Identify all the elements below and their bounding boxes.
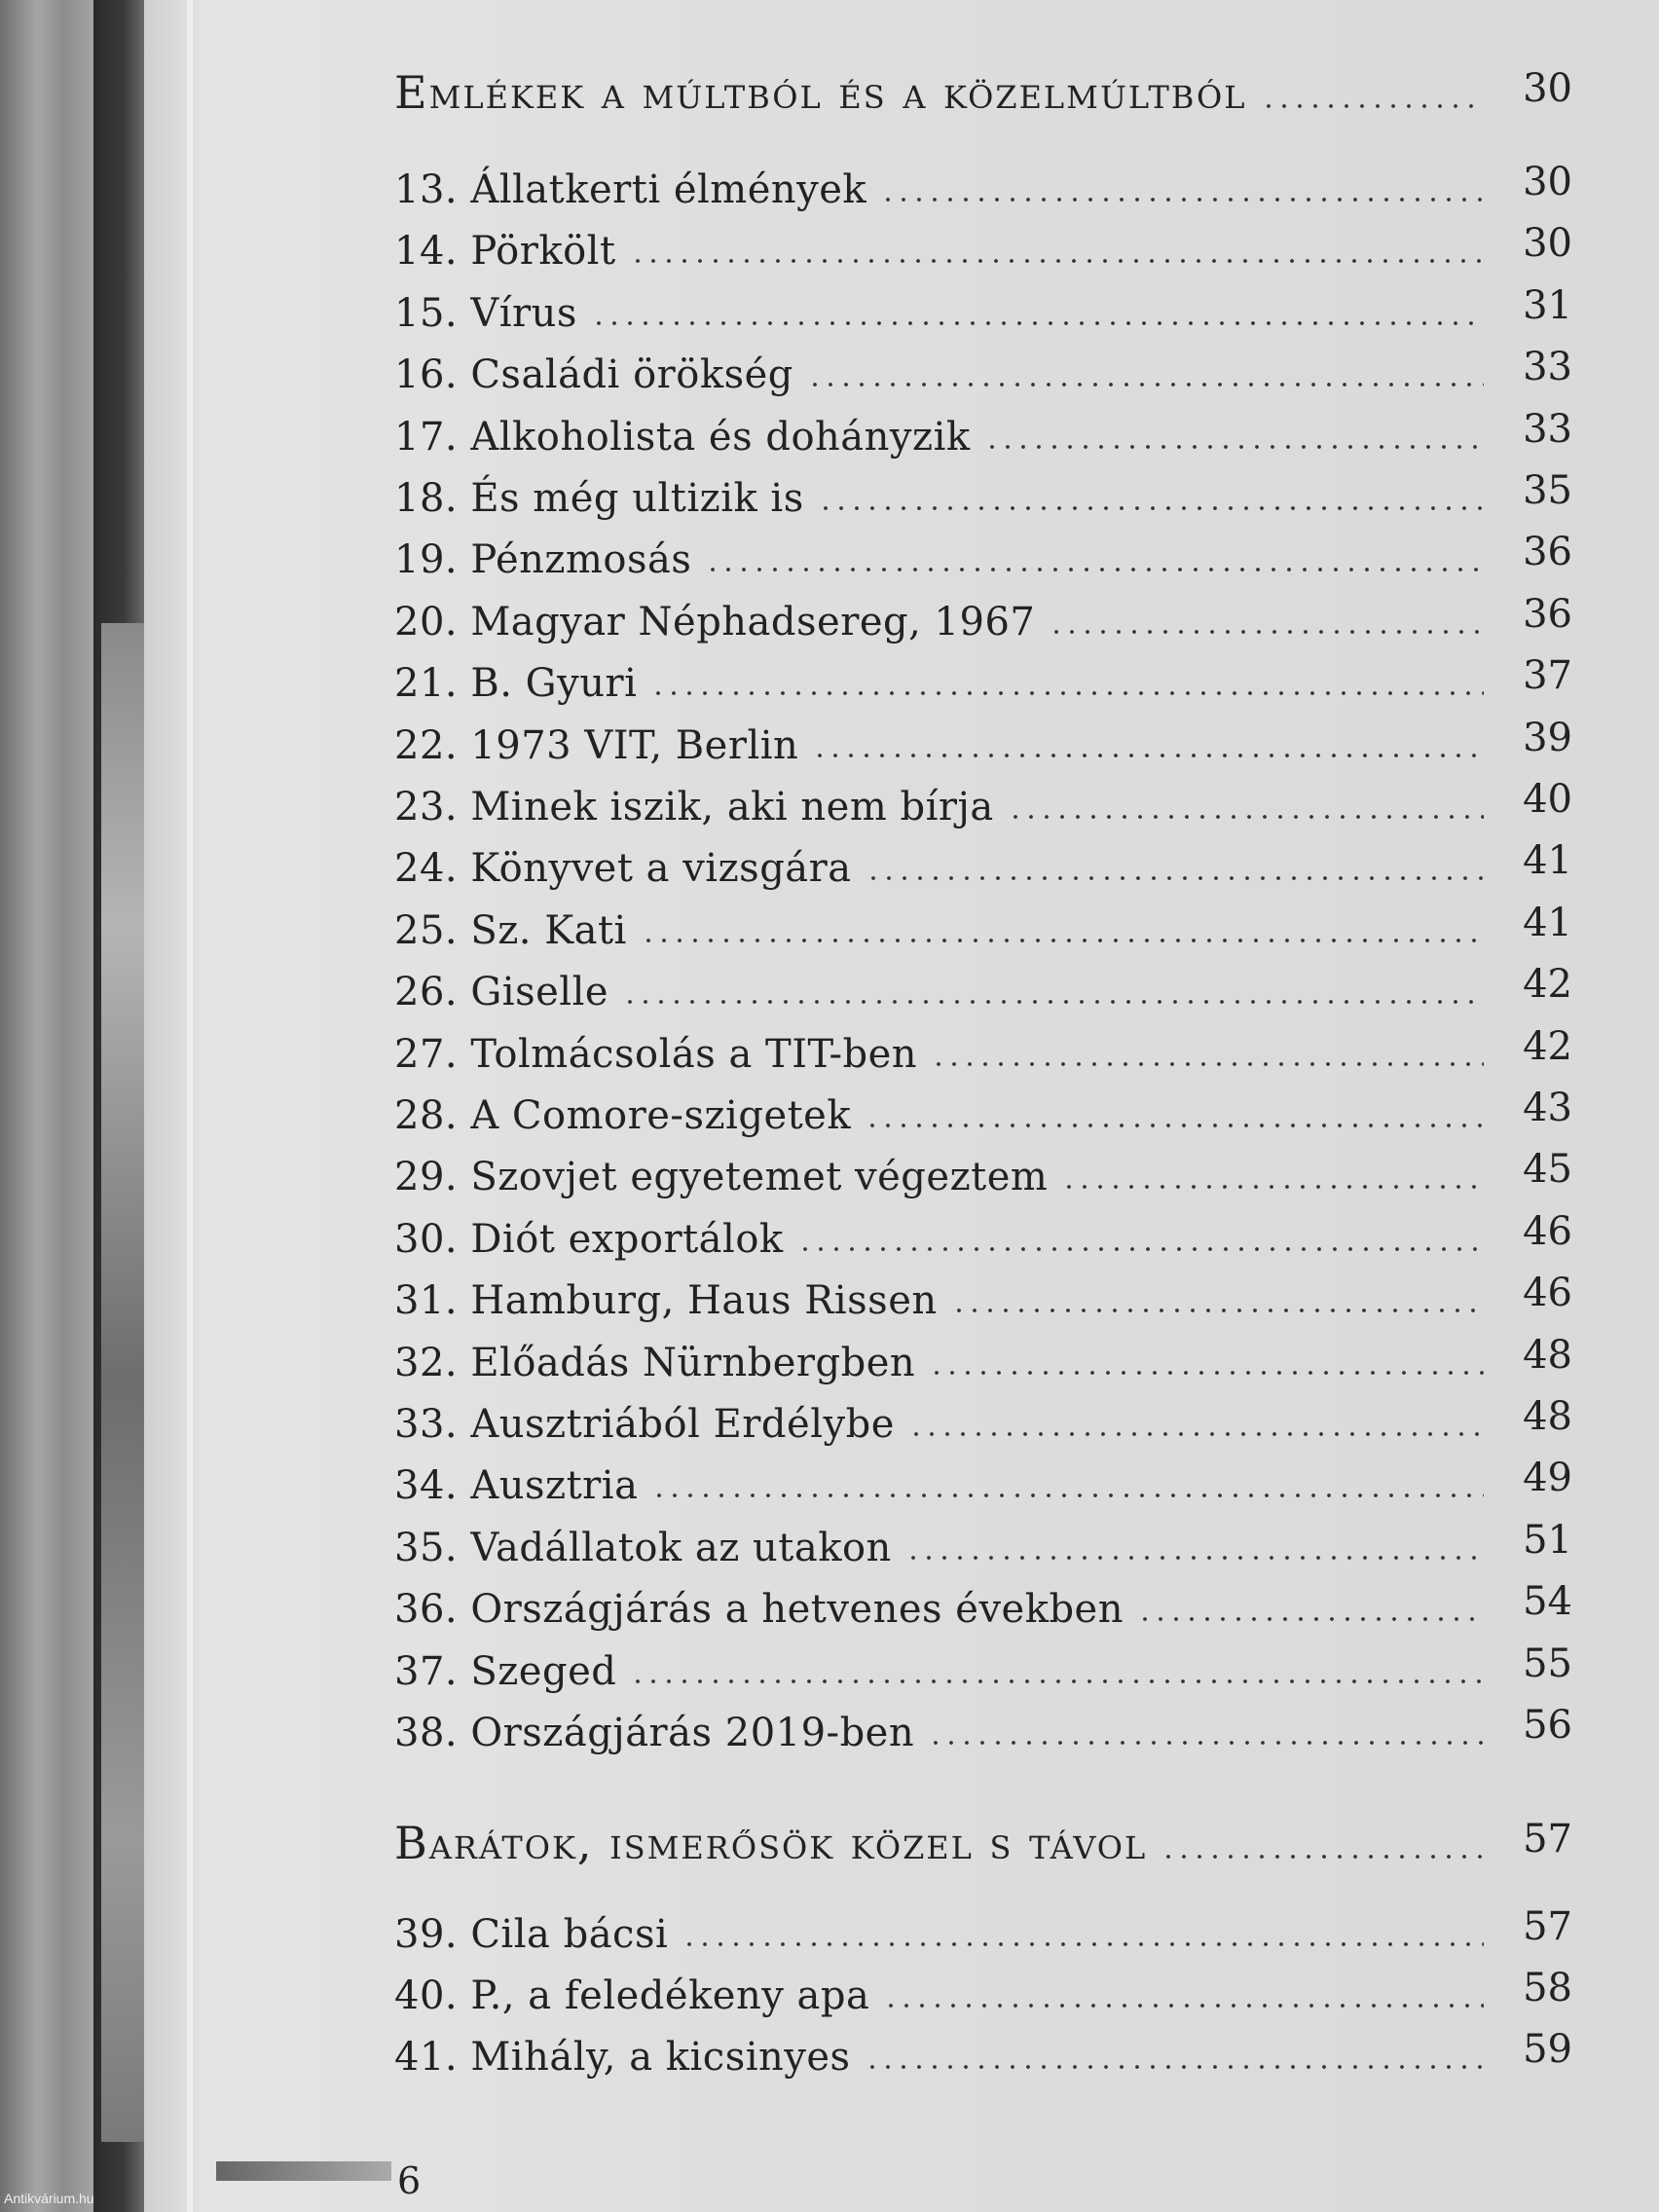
toc-entry <box>394 832 1572 891</box>
entry-title: 16. Családi örökség <box>394 352 793 397</box>
page-reference: 55 <box>1523 1641 1572 1686</box>
entry-title: 40. P., a feledékeny apa <box>394 1973 870 2018</box>
toc-entry <box>394 1203 1572 1262</box>
toc-entry <box>394 647 1572 706</box>
dot-leader <box>807 382 1484 387</box>
page-reference: 30 <box>1523 66 1572 111</box>
page-reference: 33 <box>1523 345 1572 389</box>
toc-section-heading <box>394 1811 1572 1869</box>
toc-entry <box>394 2021 1572 2080</box>
entry-title: 33. Ausztriából Erdélybe <box>394 1402 895 1447</box>
dot-leader <box>928 1740 1484 1746</box>
dot-leader <box>650 690 1484 696</box>
dot-leader <box>651 1493 1484 1498</box>
page-reference: 30 <box>1523 160 1572 204</box>
toc-entry <box>394 1636 1572 1694</box>
entry-title: 41. Mihály, a kicsinyes <box>394 2035 851 2080</box>
toc-entry <box>394 1512 1572 1570</box>
entry-title: 20. Magyar Néphadsereg, 1967 <box>394 600 1036 645</box>
dot-leader <box>1261 103 1484 109</box>
toc-entry <box>394 710 1572 768</box>
dot-leader <box>1137 1616 1484 1622</box>
toc-entry <box>394 1141 1572 1199</box>
toc-entry <box>394 1327 1572 1385</box>
page-reference: 57 <box>1523 1904 1572 1949</box>
page-reference: 56 <box>1523 1703 1572 1748</box>
entry-title: 30. Diót exportálok <box>394 1217 784 1262</box>
entry-title: 35. Vadállatok az utakon <box>394 1526 892 1570</box>
entry-title: 36. Országjárás a hetvenes években <box>394 1587 1124 1632</box>
toc-entry <box>394 1899 1572 1957</box>
entry-title: 13. Állatkerti élmények <box>394 167 867 212</box>
section-title: Emlékek a múltból és a közelmúltból <box>394 66 1247 119</box>
toc-entry <box>394 1573 1572 1632</box>
page-reference: 58 <box>1523 1966 1572 2010</box>
toc-entry <box>394 895 1572 953</box>
footer-bar <box>216 2161 391 2181</box>
entry-title: 25. Sz. Kati <box>394 908 627 953</box>
toc-entry <box>394 462 1572 521</box>
entry-title: 27. Tolmácsolás a TIT-ben <box>394 1032 918 1077</box>
dot-leader <box>630 258 1484 264</box>
toc-entry <box>394 1697 1572 1755</box>
section-title: Barátok, ismerősök közel s távol <box>394 1817 1148 1869</box>
page-reference: 59 <box>1523 2027 1572 2072</box>
dot-leader <box>880 197 1484 203</box>
dot-leader <box>682 1941 1484 1947</box>
dot-leader <box>883 2003 1484 2009</box>
page-reference: 33 <box>1523 407 1572 452</box>
page-reference: 39 <box>1523 716 1572 760</box>
page-reference: 42 <box>1523 1024 1572 1069</box>
entry-title: 28. A Comore-szigetek <box>394 1093 852 1138</box>
dot-leader <box>641 938 1484 943</box>
entry-title: 29. Szovjet egyetemet végeztem <box>394 1155 1049 1199</box>
page-reference: 42 <box>1523 962 1572 1007</box>
toc-entry <box>394 1080 1572 1138</box>
entry-title: 23. Minek iszik, aki nem bírja <box>394 785 994 830</box>
entry-title: 26. Giselle <box>394 970 609 1014</box>
dot-leader <box>705 567 1484 572</box>
entry-title: 21. B. Gyuri <box>394 661 638 706</box>
entry-title: 15. Vírus <box>394 291 577 336</box>
page-number: 6 <box>397 2159 422 2202</box>
page-reference: 57 <box>1523 1817 1572 1862</box>
entry-title: 37. Szeged <box>394 1649 617 1694</box>
dot-leader <box>797 1246 1484 1252</box>
page-reference: 30 <box>1523 221 1572 266</box>
page-reference: 41 <box>1523 901 1572 945</box>
entry-title: 18. És még ultizik is <box>394 476 804 521</box>
page-reference: 54 <box>1523 1579 1572 1624</box>
dot-leader <box>931 1061 1484 1067</box>
page-reference: 41 <box>1523 838 1572 883</box>
dot-leader <box>818 505 1484 511</box>
entry-title: 24. Könyvet a vizsgára <box>394 846 852 891</box>
page-reference: 40 <box>1523 777 1572 822</box>
dot-leader <box>865 1123 1484 1128</box>
dot-leader <box>984 444 1484 450</box>
page-reference: 46 <box>1523 1271 1572 1315</box>
toc-section-heading <box>394 60 1572 119</box>
page-reference: 48 <box>1523 1394 1572 1439</box>
entry-title: 14. Pörkölt <box>394 229 616 274</box>
toc-entry <box>394 1388 1572 1447</box>
page-reference: 35 <box>1523 468 1572 513</box>
dot-leader <box>929 1370 1484 1376</box>
toc-entry <box>394 339 1572 397</box>
page-reference: 36 <box>1523 530 1572 574</box>
toc-entry <box>394 771 1572 830</box>
dot-leader <box>905 1555 1484 1561</box>
toc-entry <box>394 524 1572 582</box>
page-reference: 49 <box>1523 1456 1572 1500</box>
toc-entry <box>394 277 1572 336</box>
entry-title: 38. Országjárás 2019-ben <box>394 1711 915 1755</box>
entry-title: 31. Hamburg, Haus Rissen <box>394 1278 938 1323</box>
entry-title: 22. 1973 VIT, Berlin <box>394 723 799 768</box>
page-reference: 43 <box>1523 1086 1572 1130</box>
toc-entry <box>394 956 1572 1014</box>
page-reference: 46 <box>1523 1209 1572 1254</box>
dot-leader <box>1008 814 1484 820</box>
dot-leader <box>1061 1184 1484 1190</box>
dot-leader <box>1161 1854 1484 1860</box>
entry-title: 17. Alkoholista és dohányzik <box>394 415 971 460</box>
entry-title: 19. Pénzmosás <box>394 537 692 582</box>
page-reference: 51 <box>1523 1518 1572 1563</box>
toc-entry <box>394 215 1572 274</box>
toc-entry <box>394 1018 1572 1077</box>
dot-leader <box>812 753 1484 758</box>
toc-entry <box>394 586 1572 645</box>
page-reference: 36 <box>1523 592 1572 637</box>
dot-leader <box>591 320 1484 326</box>
toc-entry <box>394 1265 1572 1323</box>
dot-leader <box>866 875 1484 881</box>
dot-leader <box>865 2064 1484 2070</box>
toc-entry <box>394 401 1572 460</box>
page-reference: 48 <box>1523 1333 1572 1378</box>
toc-entry <box>394 1450 1572 1508</box>
dot-leader <box>1049 629 1484 635</box>
toc-entry <box>394 154 1572 212</box>
page-reference: 31 <box>1523 283 1572 328</box>
watermark: Antikvárium.hu <box>4 2191 94 2206</box>
dot-leader <box>908 1431 1484 1437</box>
dot-leader <box>630 1678 1484 1684</box>
dot-leader <box>622 999 1484 1005</box>
toc-entry <box>394 1960 1572 2018</box>
entry-title: 32. Előadás Nürnbergben <box>394 1341 916 1385</box>
entry-title: 39. Cila bácsi <box>394 1912 669 1957</box>
entry-title: 34. Ausztria <box>394 1463 639 1508</box>
page-reference: 37 <box>1523 653 1572 698</box>
page-reference: 45 <box>1523 1147 1572 1192</box>
dot-leader <box>951 1308 1484 1313</box>
